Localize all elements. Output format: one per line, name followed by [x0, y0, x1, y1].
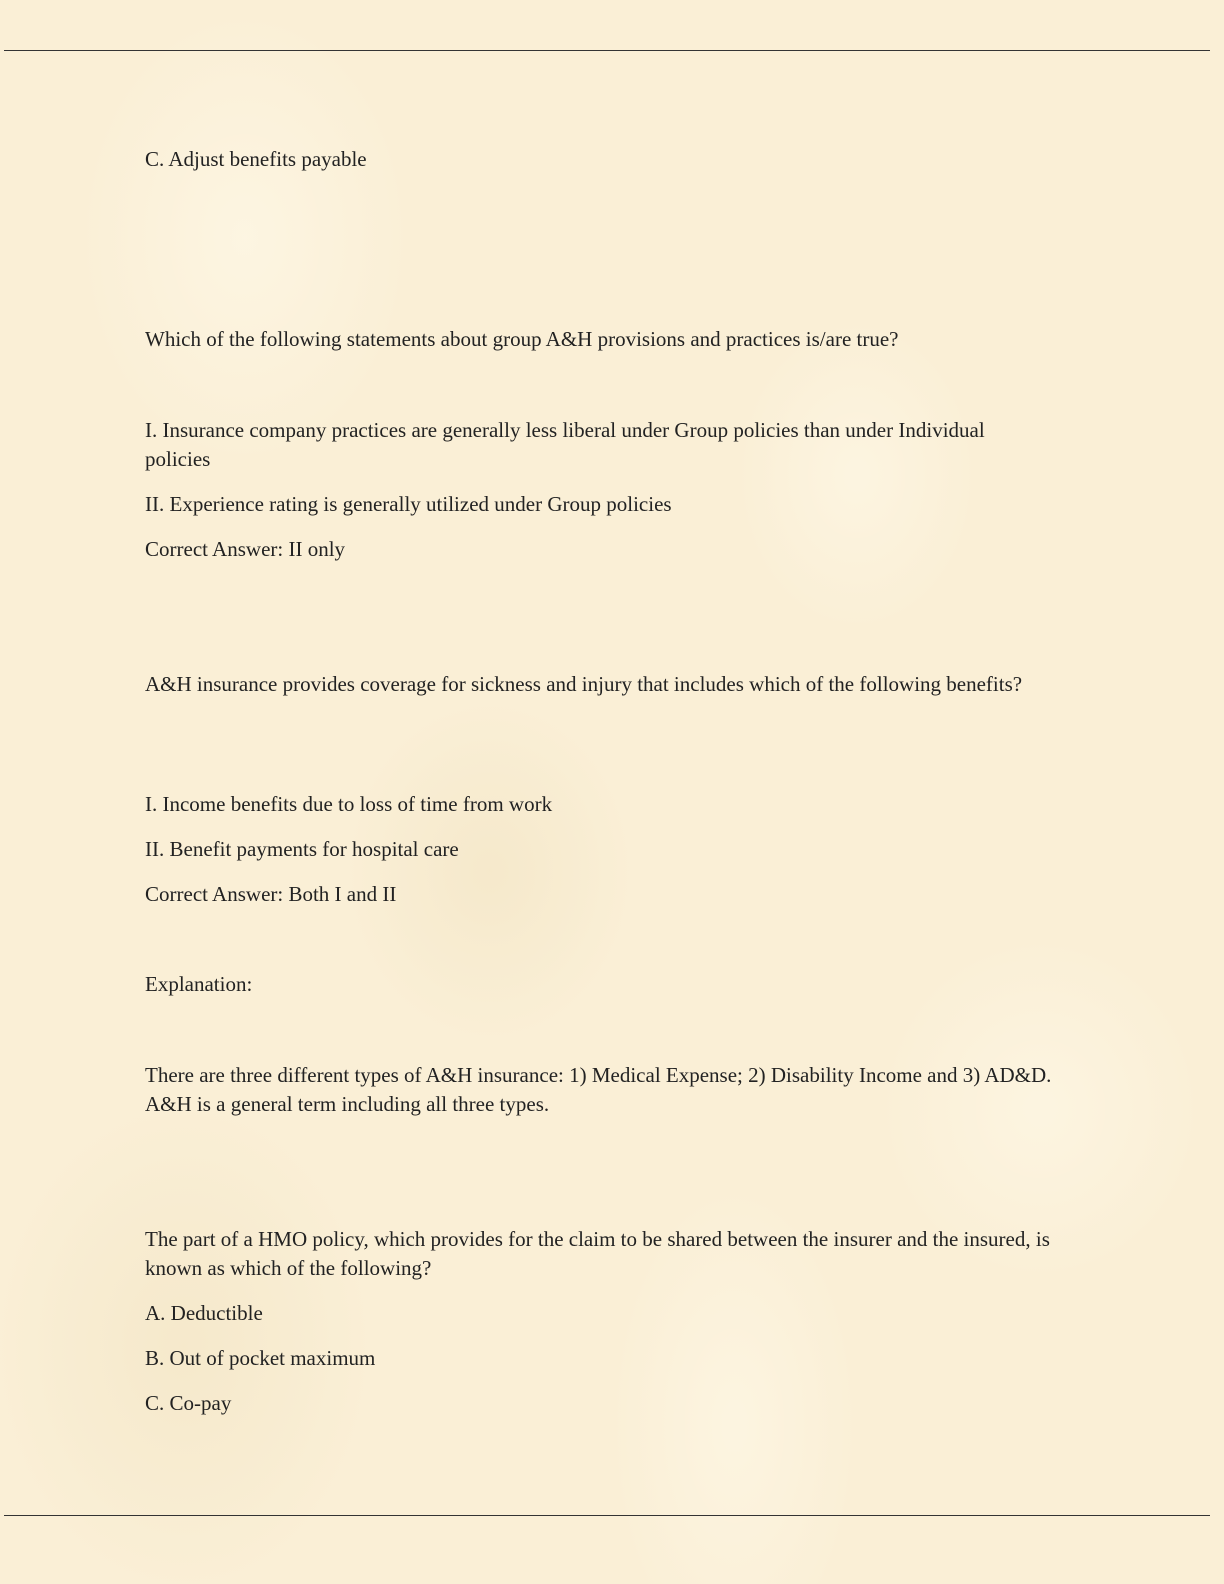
- question-2-stem: A&H insurance provides coverage for sickness and injury that includes which of the following benefits?: [145, 672, 1023, 696]
- question-1-stem: Which of the following statements about group A&H provisions and practices is/are true?: [145, 327, 899, 351]
- question-3-option-b: B. Out of pocket maximum: [145, 1346, 376, 1370]
- question-1-statement-1: I. Insurance company practices are generally less liberal under Group policies than under Individual policies: [145, 418, 985, 471]
- question-2-statement-1: I. Income benefits due to loss of time from work: [145, 792, 553, 816]
- question-2-statement-2: II. Benefit payments for hospital care: [145, 837, 459, 861]
- question-3-option-a: A. Deductible: [145, 1301, 263, 1325]
- question-1-answer: Correct Answer: II only: [145, 537, 346, 561]
- footer-rule: [4, 1515, 1210, 1516]
- question-2-explanation-label: Explanation:: [145, 972, 253, 996]
- question-2-explanation-text: There are three different types of A&H insurance: 1) Medical Expense; 2) Disability Income and 3) AD&D. A&H is a general term including all three types.: [145, 1063, 1052, 1116]
- question-3-stem: The part of a HMO policy, which provides for the claim to be shared between the insurer and the insured, is known as which of the following?: [145, 1227, 1050, 1280]
- question-3-option-c: C. Co-pay: [145, 1391, 232, 1415]
- question-2-answer: Correct Answer: Both I and II: [145, 882, 397, 906]
- header-rule: [4, 50, 1210, 51]
- question-1-statement-2: II. Experience rating is generally utilized under Group policies: [145, 492, 672, 516]
- prev-option-c: C. Adjust benefits payable: [145, 147, 367, 171]
